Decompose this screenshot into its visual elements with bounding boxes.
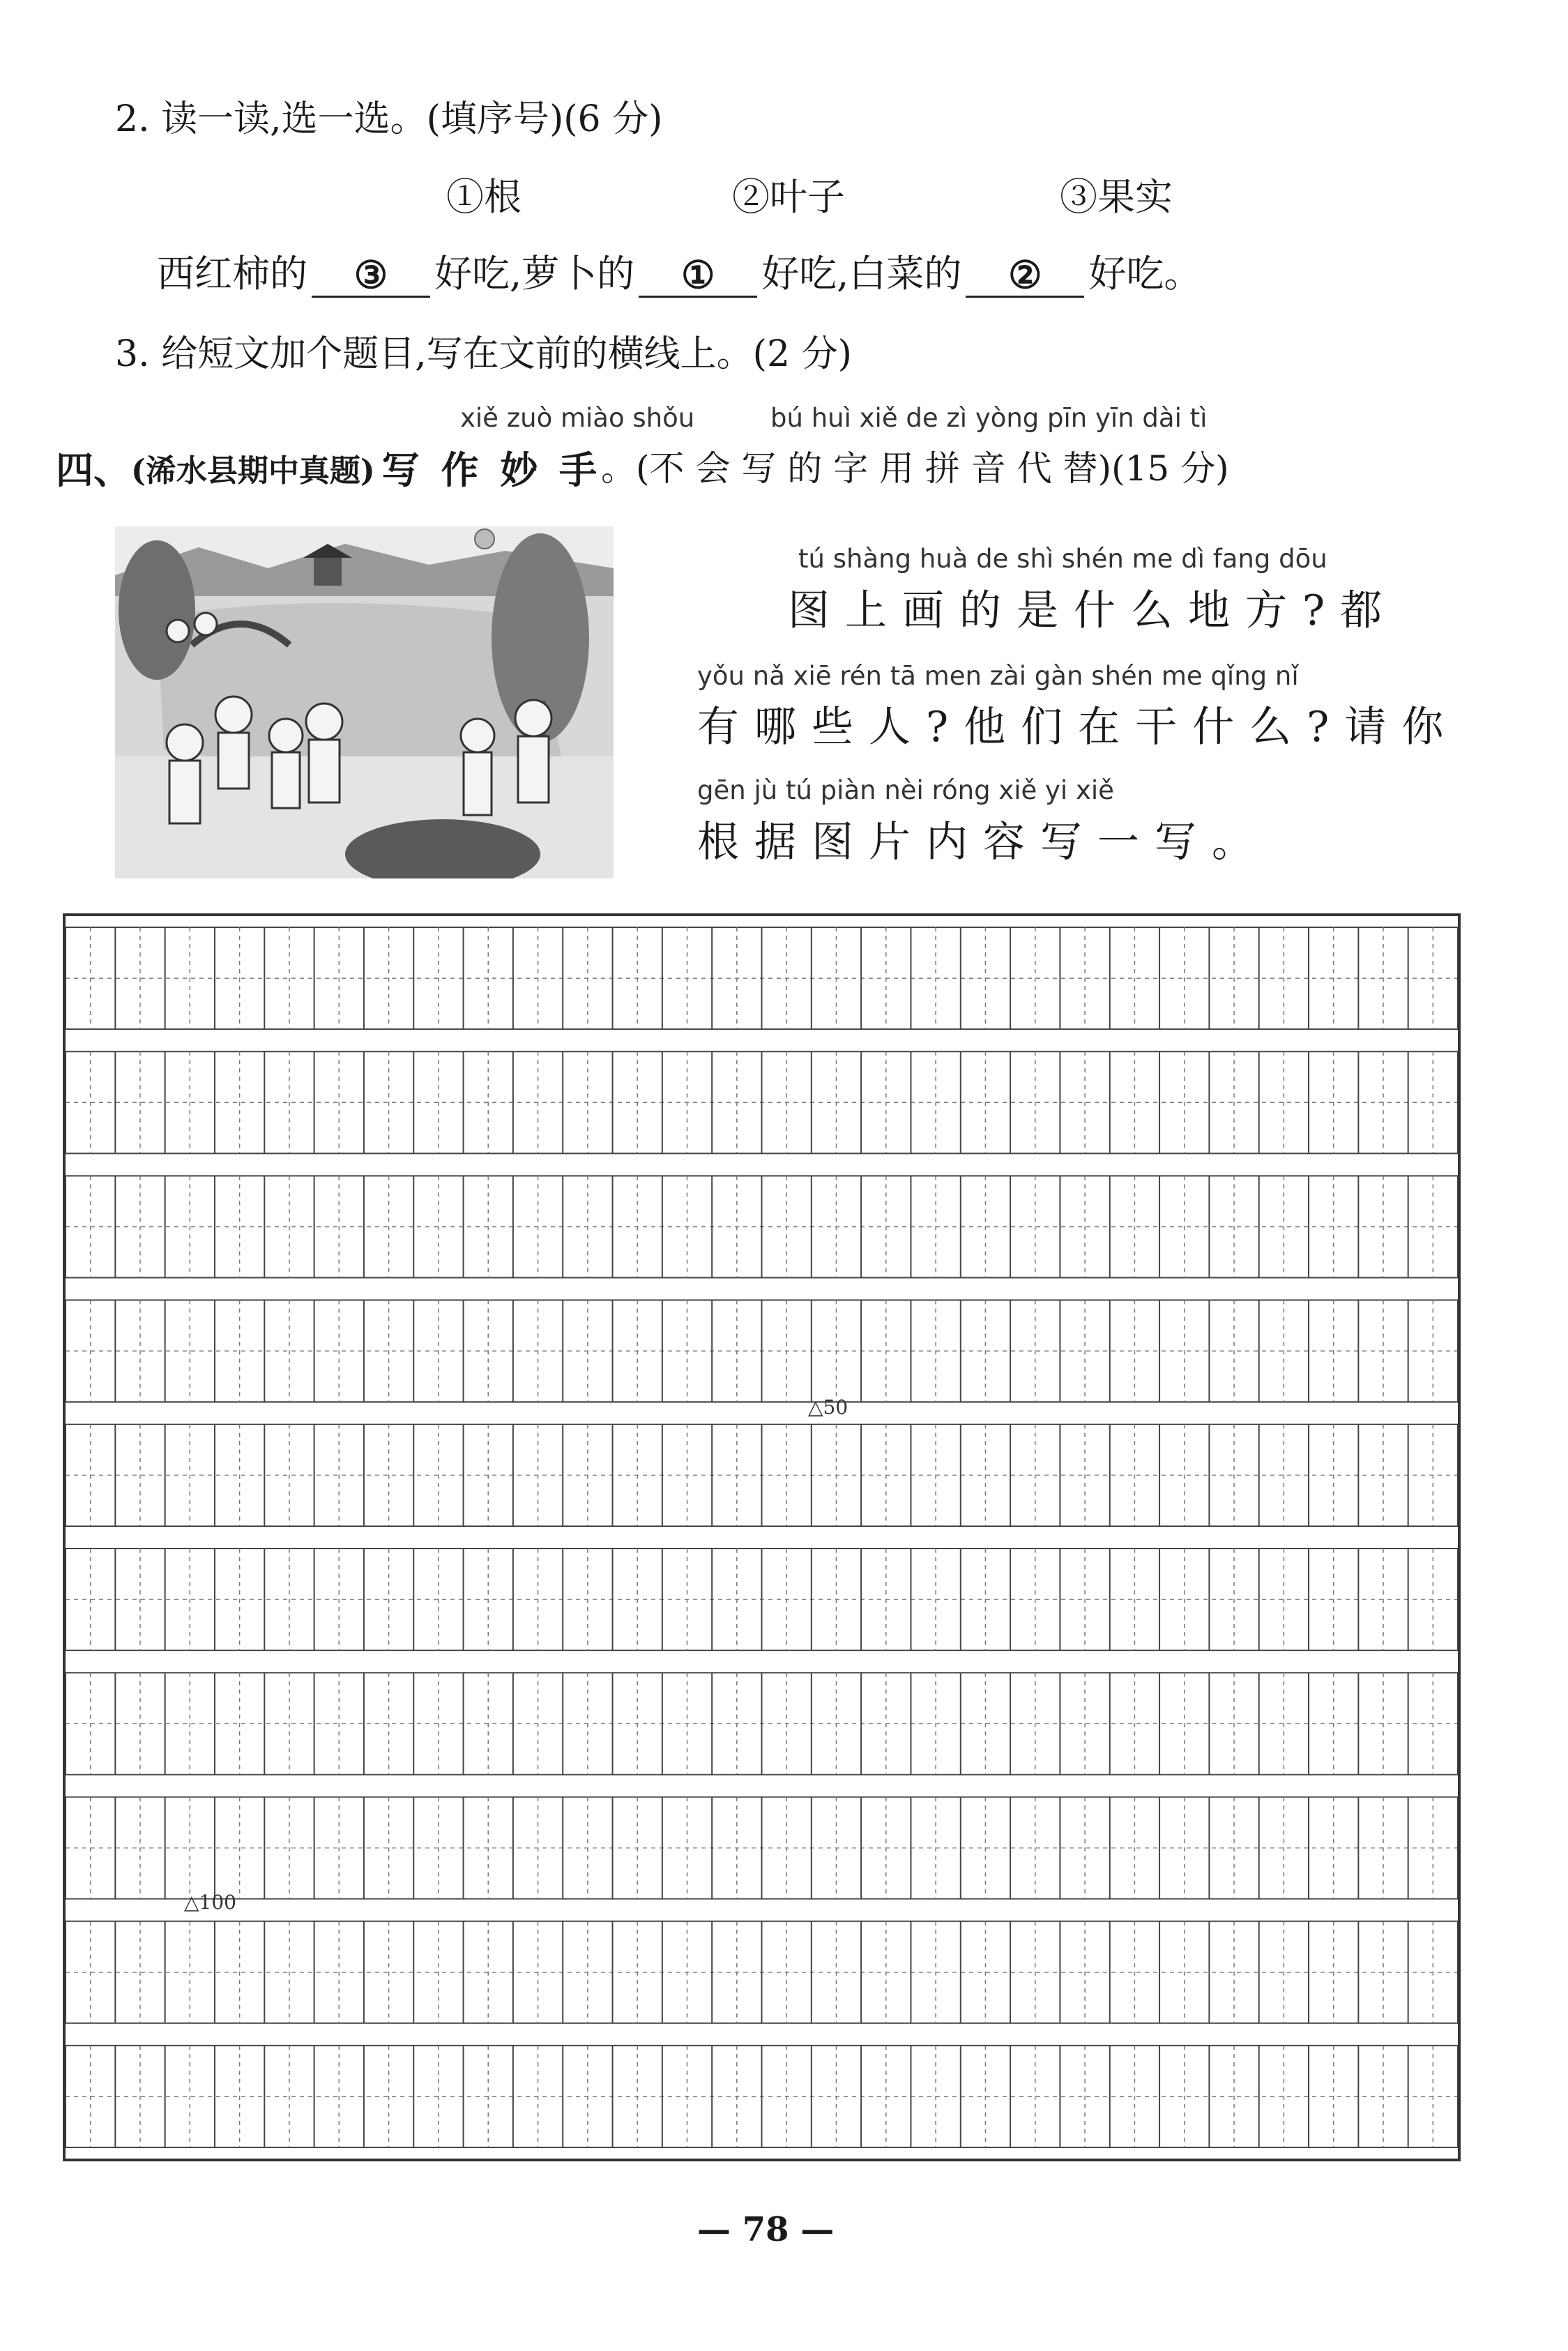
- grid-row: [66, 2046, 1458, 2147]
- grid-row: [66, 1300, 1458, 1402]
- sentence-part-1: 西红柿的: [157, 252, 307, 296]
- answer-blank-1[interactable]: ③: [312, 254, 430, 298]
- title-pinyin: xiě zuò miào shǒu: [460, 403, 695, 433]
- grid-row: [66, 1673, 1458, 1774]
- answer-blank-2[interactable]: ①: [639, 254, 757, 298]
- park-scene-illustration: [115, 526, 614, 878]
- sentence-part-3: 好吃,白菜的: [761, 252, 962, 296]
- section-number: 四、: [56, 448, 131, 492]
- option-root: ①根: [446, 175, 522, 219]
- prompt-text-1: 图上画的是什么地方?都: [788, 586, 1398, 635]
- section-instruction: 。(不 会 写 的 字 用 拼 音 代 替)(15 分): [601, 448, 1229, 489]
- answer-blank-3[interactable]: ②: [966, 254, 1084, 298]
- page-number: — 78 —: [697, 2210, 835, 2249]
- writing-grid[interactable]: [63, 913, 1461, 2161]
- prompt-text-2: 有哪些人?他们在干什么?请你: [697, 703, 1459, 752]
- prompt-pinyin-1: tú shàng huà de shì shén me dì fang dōu: [798, 544, 1327, 574]
- sentence-part-2: 好吃,萝卜的: [434, 252, 635, 296]
- prompt-pinyin-3: gēn jù tú piàn nèi róng xiě yi xiě: [697, 775, 1114, 805]
- option-fruit: ③果实: [1060, 175, 1173, 219]
- prompt-pinyin-2: yǒu nǎ xiē rén tā men zài gàn shén me qǐng nǐ: [697, 661, 1299, 691]
- grid-row: [66, 1176, 1458, 1277]
- fill-sentence: [157, 244, 1201, 298]
- section4-heading: [56, 441, 1229, 494]
- grid-row: [66, 1549, 1458, 1650]
- q2-heading: 2. 读一读,选一选。(填序号)(6 分): [115, 98, 663, 140]
- grid-row: [66, 1051, 1458, 1153]
- instruction-pinyin: bú huì xiě de zì yòng pīn yīn dài tì: [770, 403, 1208, 433]
- grid-row: [66, 1922, 1458, 2023]
- grid-row: [66, 927, 1458, 1029]
- option-leaves: ②叶子: [732, 175, 845, 219]
- marker-50: △50: [808, 1396, 848, 1419]
- q3-heading: 3. 给短文加个题目,写在文前的横线上。(2 分): [115, 333, 852, 375]
- prompt-text-3: 根据图片内容写一写。: [697, 818, 1269, 867]
- section-title: 写 作 妙 手: [381, 448, 602, 492]
- grid-lines: [66, 916, 1458, 2159]
- grid-row: [66, 1424, 1458, 1526]
- grid-row: [66, 1797, 1458, 1899]
- source-note: (浠水县期中真题): [131, 452, 375, 489]
- marker-100: △100: [184, 1891, 236, 1914]
- sentence-part-4: 好吃。: [1088, 252, 1202, 296]
